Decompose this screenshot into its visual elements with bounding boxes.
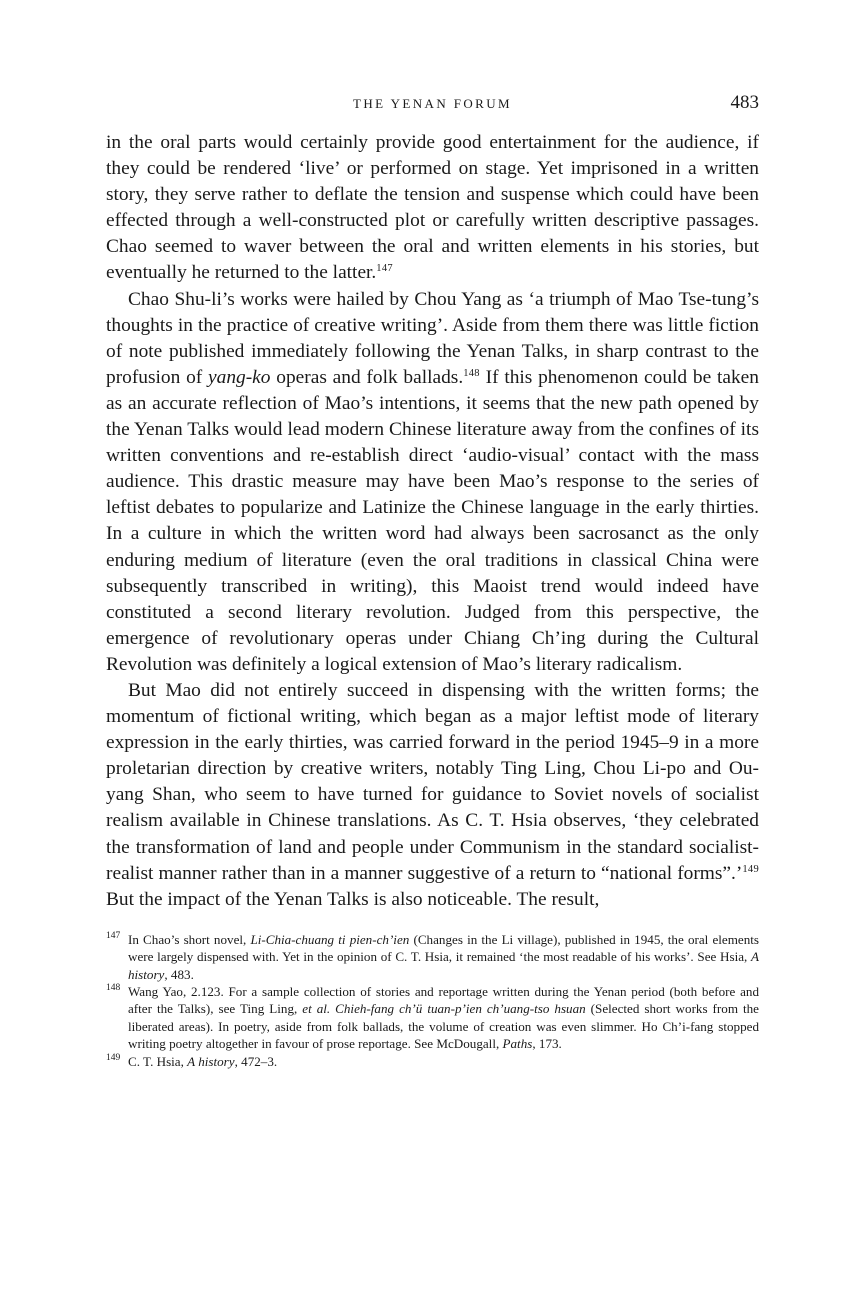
footnote-number: 149 <box>106 1052 121 1063</box>
italic-term: yang-ko <box>208 366 271 388</box>
footnotes <box>106 931 759 1070</box>
paragraph-text: If this phenomenon could be taken as an accurate reflection of Mao’s intentions, it seems that the new path opened by the Yenan Talks would lead modern Chinese literature away from the confines of its written conventions and re-establish direct ‘audio-visual’ contact with the mass audience. This drastic measure may have been Mao’s response to the series of leftist debates to popularize and Latinize the Chinese language in the early thirties. In a culture in which the written word had always been sacrosanct as the only enduring medium of literature (even the oral traditions in classical China were subsequently transcribed in writing), this Maoist trend would indeed have constituted a second literary revolution. Judged from this perspective, the emergence of revolutionary operas under Chiang Ch’ing during the Cultural Revolution was definitely a logical extension of Mao’s literary radicalism. <box>106 366 759 675</box>
footnote-italic-text: et al. Chieh-fang ch’ü tuan-p’ien ch’uang-tso hsuan <box>302 1001 586 1017</box>
running-head <box>106 92 759 116</box>
paragraph-text: operas and folk ballads. <box>270 366 464 388</box>
footnote-italic-text: A history <box>128 949 759 982</box>
footnote-149 <box>106 1053 759 1070</box>
page-number: 483 <box>730 92 759 113</box>
footnote-text: C. T. Hsia, <box>128 1053 188 1069</box>
paragraph-text: But the impact of the Yenan Talks is also noticeable. The result, <box>106 888 600 910</box>
book-page <box>106 92 759 1070</box>
footnote-italic-text: Li-Chia-chuang ti pien-ch’ien <box>250 931 410 947</box>
running-title: THE YENAN FORUM <box>352 96 513 111</box>
body-text <box>106 130 759 913</box>
paragraph-3 <box>106 678 759 913</box>
footnote-147 <box>106 931 759 983</box>
footnote-text: , 173. <box>532 1036 562 1052</box>
footnote-148 <box>106 983 759 1053</box>
paragraph-2 <box>106 287 759 678</box>
footnote-text: (Selected short works from the liberated areas). In poetry, aside from folk ballads, the volume of creation was even slimmer. Ho Ch’i-fang stopped writing poetry altogether in favour of prose reportage. See McDougall, <box>128 1001 759 1052</box>
footnote-ref-148[interactable]: 148 <box>463 367 480 379</box>
footnote-text: , 472–3. <box>234 1053 278 1069</box>
footnote-number: 147 <box>106 930 121 941</box>
footnote-italic-text: A history <box>187 1053 235 1069</box>
footnote-text: (Changes in the Li village), published in 1945, the oral elements were largely dispensed with. Yet in the opinion of C. T. Hsia, it remained ‘the most readable of his works’. See Hsia, <box>128 931 759 965</box>
paragraph-text: Chao Shu-li’s works were hailed by Chou Yang as ‘a triumph of Mao Tse-tung’s thoughts in the practice of creative writing’. Aside from them there was little fiction of note published immediately following the Yenan Talks, in sharp contrast to the profusion of <box>106 288 759 388</box>
footnote-italic-text: Paths <box>502 1036 533 1052</box>
footnote-ref-147[interactable]: 147 <box>376 263 393 275</box>
footnote-text: Wang Yao, 2.123. For a sample collection of stories and reportage written during the Yenan period (both before and after the Talks), see Ting Ling, <box>128 984 759 1017</box>
footnote-number: 148 <box>106 983 121 994</box>
footnote-text: , 483. <box>164 966 194 982</box>
paragraph-1 <box>106 130 759 287</box>
footnote-ref-149[interactable]: 149 <box>742 863 759 875</box>
paragraph-text: in the oral parts would certainly provide good entertainment for the audience, if they could be rendered ‘live’ or performed on stage. Yet imprisoned in a written story, they serve rather to deflate the tension and suspense which could have been effected through a well-constructed plot or carefully written descriptive passages. Chao seemed to waver between the oral and written elements in his stories, but eventually he returned to the latter. <box>106 132 759 284</box>
paragraph-text: But Mao did not entirely succeed in dispensing with the written forms; the momentum of fictional writing, which began as a major leftist mode of literary expression in the early thirties, was carried forward in the period 1945–9 in a more proletarian direction by creative writers, notably Ting Ling, Chou Li-po and Ou-yang Shan, who seem to have turned for guidance to Soviet novels of socialist realism available in Chinese translations. As C. T. Hsia observes, ‘they celebrated the transformation of land and people under Communism in the standard socialist-realist manner rather than in a manner suggestive of a return to “national forms”.’ <box>106 679 759 884</box>
footnote-text: In Chao’s short novel, <box>128 931 251 947</box>
